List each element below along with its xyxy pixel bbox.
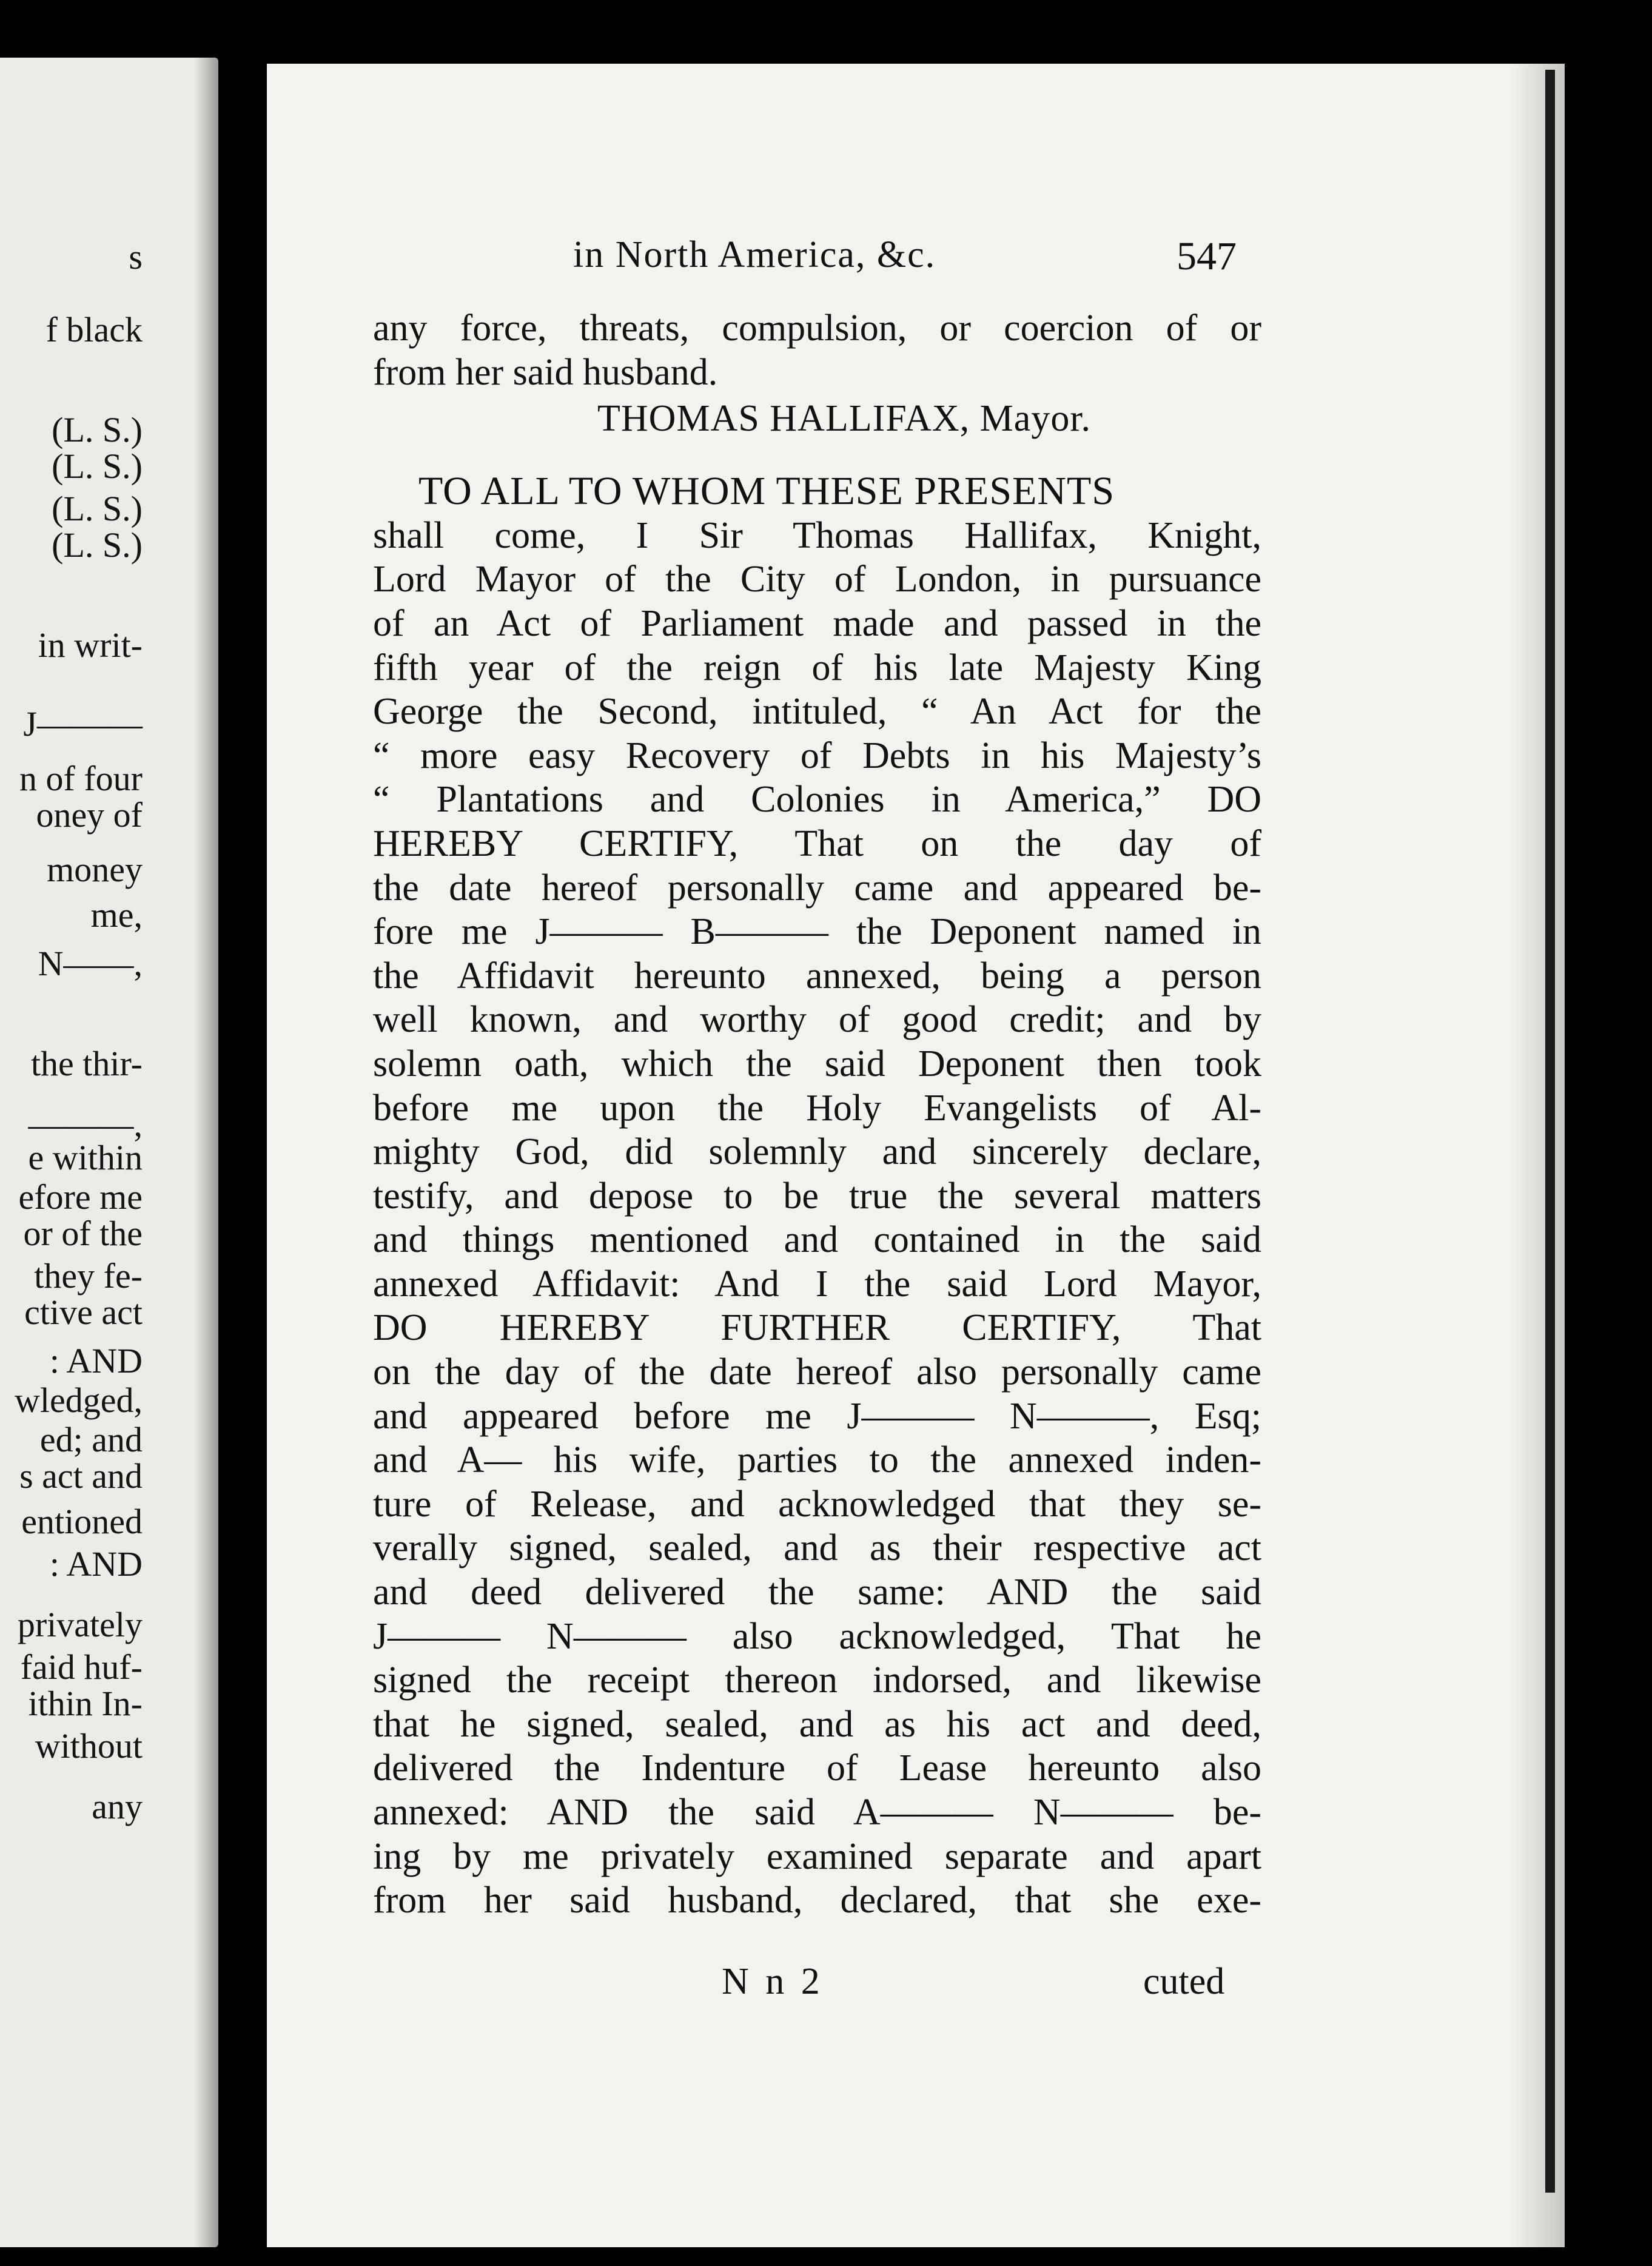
text-line: annexed Affidavit: And I the said Lord Mayor,	[373, 1263, 1261, 1305]
text-line: Lord Mayor of the City of London, in pursuance	[373, 559, 1261, 600]
facing-page-line: J———	[23, 704, 143, 744]
text-line: ture of Release, and acknowledged that they se-	[373, 1483, 1261, 1525]
facing-page-line: f black	[45, 310, 143, 349]
text-line: solemn oath, which the said Deponent then took	[373, 1043, 1261, 1084]
facing-page-line: n of four	[19, 759, 143, 798]
text-line: and things mentioned and contained in the said	[373, 1219, 1261, 1261]
text-line: HEREBY CERTIFY, That on the day of	[373, 822, 1261, 864]
facing-page-line: (L. S.)	[52, 525, 143, 565]
text-line: “ Plantations and Colonies in America,” DO	[373, 779, 1261, 821]
facing-page-line: privately	[17, 1605, 143, 1644]
page-number: 547	[1177, 234, 1237, 278]
gutter-shadow	[194, 58, 218, 2247]
text-line: signed the receipt thereon indorsed, and likewise	[373, 1659, 1261, 1701]
facing-page-line: oney of	[36, 795, 143, 835]
text-line: well known, and worthy of good credit; and by	[373, 999, 1261, 1041]
text-line: verally signed, sealed, and as their respective act	[373, 1527, 1261, 1569]
facing-page-line: in writ-	[38, 625, 143, 665]
text-line: and A— his wife, parties to the annexed inden-	[373, 1439, 1261, 1481]
facing-page-line: (L. S.)	[52, 489, 143, 528]
certificate-text	[373, 514, 1261, 1923]
text-line: the date hereof personally came and appeared be-	[373, 867, 1261, 909]
facing-page-line: ctive act	[24, 1293, 143, 1332]
facing-page-line: ———,	[28, 1104, 143, 1144]
facing-page-line: s act and	[19, 1456, 143, 1496]
text-line: mighty God, did solemnly and sincerely declare,	[373, 1131, 1261, 1173]
catchword: cuted	[1143, 1961, 1225, 2002]
page-edge-rule	[1545, 70, 1555, 2193]
facing-page-line: wledged,	[15, 1380, 143, 1420]
facing-page-line: ed; and	[39, 1420, 143, 1459]
facing-page-line: without	[35, 1726, 143, 1766]
facing-page-line: ithin In-	[28, 1684, 143, 1723]
text-line: on the day of the date hereof also personally came	[373, 1351, 1261, 1393]
text-line: DO HEREBY FURTHER CERTIFY, That	[373, 1307, 1261, 1349]
text-line: George the Second, intituled, “ An Act for the	[373, 691, 1261, 733]
facing-page-fragment	[0, 58, 218, 2247]
facing-page-line: e within	[28, 1138, 143, 1177]
facing-page-line: : AND	[49, 1544, 143, 1584]
text-line: fore me J——— B——— the Deponent named in	[373, 911, 1261, 953]
text-line: “ more easy Recovery of Debts in his Majesty’s	[373, 735, 1261, 776]
text-line: that he signed, sealed, and as his act and deed,	[373, 1703, 1261, 1745]
text-line: ing by me privately examined separate and apart	[373, 1835, 1261, 1877]
text-line: J——— N——— also acknowledged, That he	[373, 1615, 1261, 1657]
facing-page-line: N——,	[38, 944, 143, 983]
running-head-title: in North America, &c.	[573, 234, 936, 275]
facing-page-line: s	[129, 237, 143, 277]
text-line: from her said husband, declared, that she exe-	[373, 1880, 1261, 1921]
facing-page-line: money	[47, 850, 143, 889]
text-line: any force, threats, compulsion, or coercion of or	[373, 308, 1261, 349]
facing-page-line: any	[92, 1787, 143, 1826]
text-line: of an Act of Parliament made and passed in the	[373, 602, 1261, 644]
text-line: before me upon the Holy Evangelists of Al-	[373, 1087, 1261, 1129]
facing-page-line: me,	[90, 895, 143, 935]
page-body	[373, 306, 1261, 1923]
text-line: annexed: AND the said A——— N——— be-	[373, 1792, 1261, 1833]
page-edge-shadow	[1510, 64, 1565, 2247]
text-line: shall come, I Sir Thomas Hallifax, Knight,	[373, 514, 1261, 556]
facing-page-line: efore me	[18, 1177, 143, 1217]
running-head	[0, 234, 1652, 282]
facing-page-line: or of the	[23, 1214, 143, 1253]
text-line: fifth year of the reign of his late Majesty King	[373, 647, 1261, 688]
signature-mark: N n 2	[722, 1961, 824, 2002]
text-line: the Affidavit hereunto annexed, being a person	[373, 955, 1261, 997]
text-line: and appeared before me J——— N———, Esq;	[373, 1395, 1261, 1437]
page-footer	[0, 1960, 1652, 2009]
certificate-heading: TO ALL TO WHOM THESE PRESENTS	[418, 469, 1115, 514]
text-line: and deed delivered the same: AND the said	[373, 1572, 1261, 1613]
text-line: from her said husband.	[373, 351, 718, 393]
facing-page-line: the thir-	[30, 1044, 143, 1083]
facing-page-line: (L. S.)	[52, 410, 143, 449]
mayor-signature: THOMAS HALLIFAX, Mayor.	[597, 398, 1092, 440]
facing-page-line: : AND	[49, 1341, 143, 1380]
facing-page-line: faid huf-	[20, 1647, 143, 1687]
facing-page-line: they fe-	[34, 1256, 143, 1296]
text-line: delivered the Indenture of Lease hereunto also	[373, 1747, 1261, 1789]
facing-page-line: entioned	[21, 1502, 143, 1541]
text-line: testify, and depose to be true the several matters	[373, 1175, 1261, 1217]
facing-page-line: (L. S.)	[52, 446, 143, 486]
